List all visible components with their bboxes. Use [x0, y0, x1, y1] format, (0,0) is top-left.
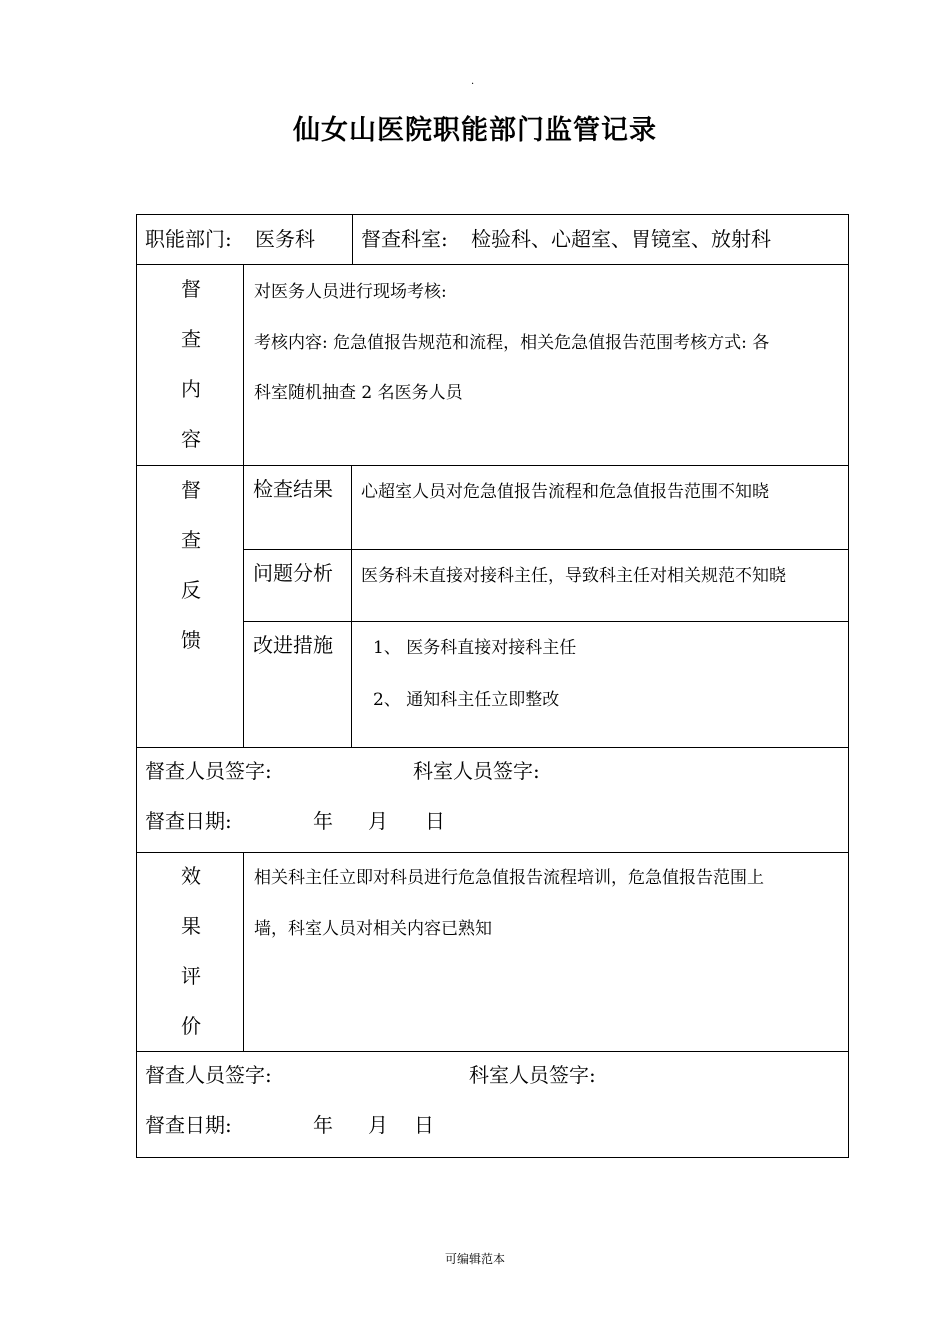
feedback-label-char: 督: [181, 478, 201, 502]
header-mark: .: [471, 76, 475, 87]
evaluation-label-char: 评: [181, 964, 201, 988]
date-label: 督查日期:: [145, 1113, 232, 1137]
content-label-char: 督: [181, 277, 201, 301]
inspected-label: 督查科室:: [361, 227, 448, 251]
dept-sign-label: 科室人员签字:: [413, 759, 540, 783]
evaluation-label-char: 价: [181, 1014, 201, 1038]
signature-cell-1: [136, 747, 849, 853]
inspector-sign-label: 督查人员签字:: [145, 759, 272, 783]
inspected-value: 检验科、心超室、胃镜室、放射科: [471, 227, 771, 251]
feedback-label-char: 馈: [181, 628, 201, 652]
analysis-label: 问题分析: [253, 561, 333, 585]
evaluation-body-cell: [243, 852, 849, 1052]
content-label-char: 容: [181, 427, 201, 451]
feedback-label-char: 反: [181, 578, 201, 602]
content-line: 科室随机抽查 2 名医务人员: [254, 383, 463, 403]
dept-label: 职能部门:: [145, 227, 232, 251]
result-text: 心超室人员对危急值报告流程和危急值报告范围不知晓: [361, 482, 769, 502]
evaluation-label-char: 效: [181, 864, 201, 888]
footer-text: 可编辑范本: [444, 1252, 505, 1266]
dept-cell: [136, 214, 353, 265]
page-title: 仙女山医院职能部门监管记录: [293, 115, 657, 146]
feedback-label-cell: [136, 465, 244, 748]
content-label-char: 查: [181, 327, 201, 351]
result-label-cell: [243, 465, 352, 550]
signature-cell-2: [136, 1051, 849, 1158]
inspected-dept-cell: [352, 214, 849, 265]
analysis-label-cell: [243, 549, 352, 622]
dept-sign-label: 科室人员签字:: [469, 1063, 596, 1087]
evaluation-line: 相关科主任立即对科员进行危急值报告流程培训，危急值报告范围上: [254, 868, 764, 888]
date-year: 年: [313, 1113, 333, 1137]
measure-item: 1、 医务科直接对接科主任: [373, 638, 577, 658]
date-day: 日: [425, 809, 445, 833]
evaluation-label-cell: [136, 852, 244, 1052]
date-label: 督查日期:: [145, 809, 232, 833]
measures-body-cell: [351, 621, 849, 748]
content-label-cell: [136, 264, 244, 466]
measures-label-cell: [243, 621, 352, 748]
dept-value: 医务科: [255, 227, 315, 251]
feedback-label-char: 查: [181, 528, 201, 552]
date-month: 月: [368, 1113, 388, 1137]
supervision-form: [136, 214, 849, 1158]
content-line: 对医务人员进行现场考核:: [254, 282, 447, 302]
measure-item: 2、 通知科主任立即整改: [373, 690, 560, 710]
evaluation-line: 墙，科室人员对相关内容已熟知: [254, 919, 492, 939]
evaluation-label-char: 果: [181, 914, 201, 938]
content-label-char: 内: [181, 377, 201, 401]
inspector-sign-label: 督查人员签字:: [145, 1063, 272, 1087]
measures-label: 改进措施: [253, 633, 333, 657]
content-body-cell: [243, 264, 849, 466]
result-body-cell: [351, 465, 849, 550]
date-year: 年: [313, 809, 333, 833]
result-label: 检查结果: [253, 477, 333, 501]
analysis-text: 医务科未直接对接科主任，导致科主任对相关规范不知晓: [361, 566, 786, 586]
content-line: 考核内容: 危急值报告规范和流程，相关危急值报告范围考核方式: 各: [254, 333, 770, 353]
date-day: 日: [414, 1113, 434, 1137]
date-month: 月: [368, 809, 388, 833]
analysis-body-cell: [351, 549, 849, 622]
